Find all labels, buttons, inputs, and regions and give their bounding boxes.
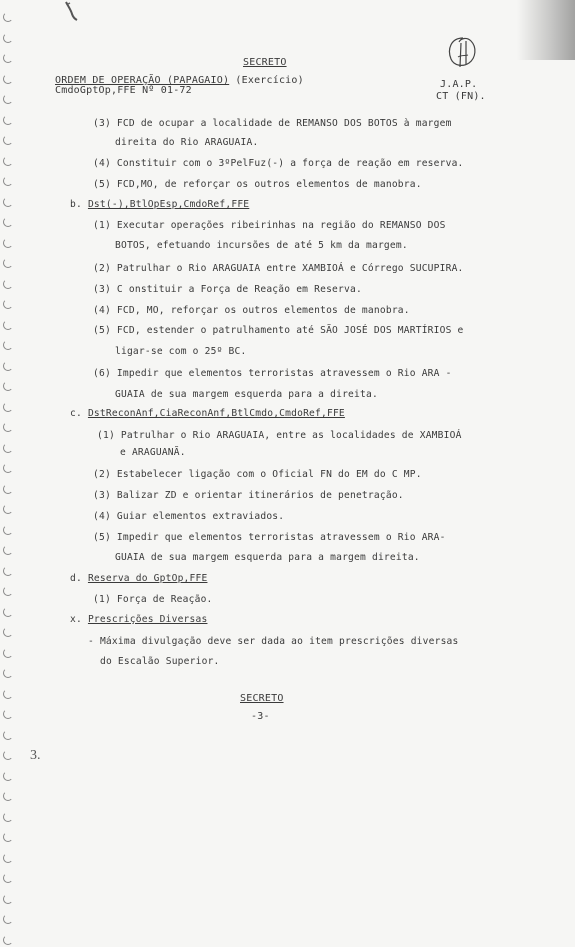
perforation-hole: [3, 586, 13, 596]
doc-title-suffix: (Exercício): [235, 75, 304, 86]
list-item: (5) FCD, estender o patrulhamento até SÃO JOSÉ DOS MARTÍRIOS e: [93, 325, 464, 336]
perforation-hole: [3, 504, 13, 514]
perforation-hole: [3, 156, 13, 166]
list-item: (5) Impedir que elementos terroristas atravessem o Rio ARA-: [93, 532, 446, 543]
perforation-hole: [3, 197, 13, 207]
perforation-hole: [3, 750, 13, 760]
perforation-hole: [3, 443, 13, 453]
perforation-hole: [3, 279, 13, 289]
perforation-hole: [3, 463, 13, 473]
classification-bottom: SECRETO: [240, 693, 284, 704]
section-x-text: - Máxima divulgação deve ser dada ao item prescrições diversas: [88, 636, 459, 647]
perforation-hole: [3, 340, 13, 350]
perforation-hole: [3, 176, 13, 186]
section-d-heading: d. Reserva do GptOp,FFE: [70, 573, 208, 584]
list-item: (3) Balizar ZD e orientar itinerários de penetração.: [93, 490, 404, 501]
perforation-hole: [3, 74, 13, 84]
list-item: (3) C onstituir a Força de Reação em Reserva.: [93, 284, 362, 295]
perforation-hole: [3, 935, 13, 945]
list-item: (4) FCD, MO, reforçar os outros elementos de manobra.: [93, 305, 410, 316]
section-x-text-continuation: do Escalão Superior.: [100, 656, 220, 667]
rank: CT (FN).: [436, 91, 486, 102]
list-item: (2) Patrulhar o Rio ARAGUAIA entre XAMBIOÁ e Córrego SUCUPIRA.: [93, 263, 464, 274]
perforation-hole: [3, 135, 13, 145]
scan-edge-shadow: [517, 0, 575, 60]
perforation-hole: [3, 217, 13, 227]
perforation-hole: [3, 258, 13, 268]
perforation-hole: [3, 299, 13, 309]
list-item: (2) Estabelecer ligação com o Oficial FN do EM do C MP.: [93, 469, 422, 480]
perforation-hole: [3, 648, 13, 658]
perforation-hole: [3, 422, 13, 432]
perforation-hole: [3, 53, 13, 63]
ink-mark: [62, 0, 82, 22]
perforation-hole: [3, 709, 13, 719]
perforation-hole: [3, 484, 13, 494]
handwritten-signature: [443, 35, 483, 75]
perforation-hole: [3, 894, 13, 904]
perforation-hole: [3, 12, 13, 22]
list-item-continuation: e ARAGUANÃ.: [120, 447, 186, 458]
perforation-hole: [3, 832, 13, 842]
perforation-hole: [3, 94, 13, 104]
perforation-hole: [3, 668, 13, 678]
list-item: (1) Executar operações ribeirinhas na região do REMANSO DOS: [93, 220, 446, 231]
perforation-hole: [3, 402, 13, 412]
list-item: (1) Força de Reação.: [93, 594, 213, 605]
list-item: (1) Patrulhar o Rio ARAGUAIA, entre as localidades de XAMBIOÁ: [97, 430, 462, 441]
perforation-hole: [3, 914, 13, 924]
list-item: (4) Guiar elementos extraviados.: [93, 511, 285, 522]
initials: J.A.P.: [440, 79, 478, 90]
page-number: -3-: [251, 711, 270, 722]
perforation-hole: [3, 238, 13, 248]
perforation-hole: [3, 771, 13, 781]
list-item: (3) FCD de ocupar a localidade de REMANSO DOS BOTOS à margem: [93, 118, 452, 129]
perforation-hole: [3, 525, 13, 535]
perforation-hole: [3, 689, 13, 699]
list-item-continuation: ligar-se com o 25º BC.: [115, 346, 247, 357]
doc-title: ORDEM DE OPERAÇÃO (PAPAGAIO): [55, 75, 230, 86]
list-item: (6) Impedir que elementos terroristas atravessem o Rio ARA -: [93, 368, 452, 379]
classification-top: SECRETO: [243, 57, 287, 68]
section-b-heading: b. Dst(-),BtlOpEsp,CmdoRef,FFE: [70, 199, 250, 210]
perforation-hole: [3, 33, 13, 43]
section-x-heading: x. Prescrições Diversas: [70, 614, 208, 625]
list-item: (4) Constituir com o 3ºPelFuz(-) a força de reação em reserva.: [93, 158, 464, 169]
list-item-continuation: direita do Rio ARAGUAIA.: [115, 137, 259, 148]
list-item-continuation: GUAIA de sua margem esquerda para a margem direita.: [115, 552, 420, 563]
doc-reference: CmdoGptOp,FFE Nº 01-72: [55, 85, 192, 96]
list-item-continuation: BOTOS, efetuando incursões de até 5 km da margem.: [115, 240, 408, 251]
perforation-hole: [3, 607, 13, 617]
perforation-hole: [3, 730, 13, 740]
perforation-hole: [3, 627, 13, 637]
perforation-hole: [3, 545, 13, 555]
perforation-hole: [3, 812, 13, 822]
perforation-hole: [3, 791, 13, 801]
perforation-hole: [3, 853, 13, 863]
list-item-continuation: GUAIA de sua margem esquerda para a direita.: [115, 389, 378, 400]
perforation-hole: [3, 115, 13, 125]
perforation-hole: [3, 361, 13, 371]
perforation-hole: [3, 320, 13, 330]
section-c-heading: c. DstReconAnf,CiaReconAnf,BtlCmdo,CmdoRef,FFE: [70, 408, 345, 419]
list-item: (5) FCD,MO, de reforçar os outros elementos de manobra.: [93, 179, 422, 190]
perforation-hole: [3, 381, 13, 391]
perforation-hole: [3, 873, 13, 883]
handwritten-page-number: 3.: [30, 748, 41, 763]
perforation-hole: [3, 566, 13, 576]
perforation-margin: [0, 0, 14, 947]
